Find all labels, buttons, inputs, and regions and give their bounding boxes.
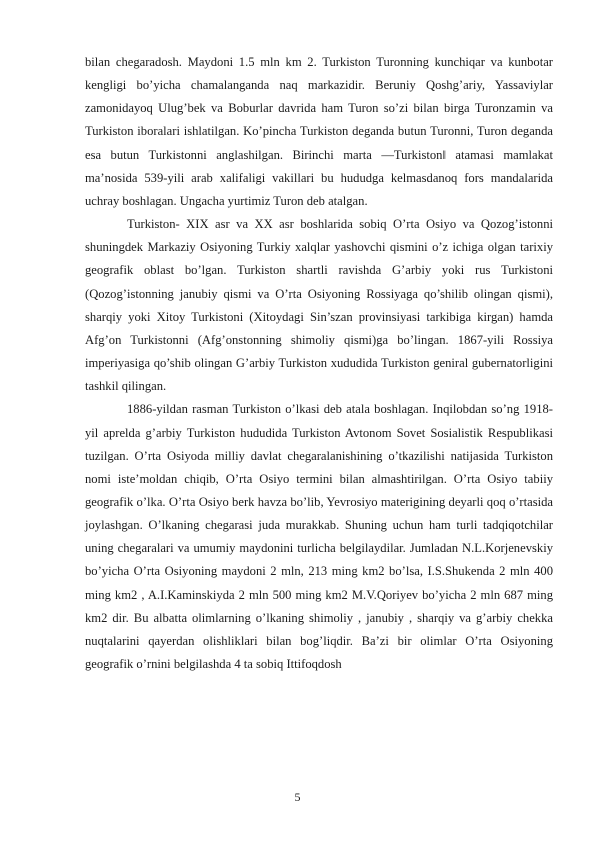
paragraph-1: bilan chegaradosh. Maydoni 1.5 mln km 2. Turkiston Turonning kunchiqar va kunbotar kengligi bo’yicha chamalanganda naq markazidir. Beruniy Qoshg’ariy, Yassaviylar zamonidayoq Ulug’bek va Boburlar davrida ham Turon so’zi bilan birga Turonzamin va Turkiston iboralari ishlatilgan. Ko’pincha Turkiston deganda butun Turonni, Turon deganda esa butun Turkistonni anglashilgan. Birinchi marta ―Turkiston‖ atamasi mamlakat ma’nosida 539-yili arab xalifaligi vakillari bu hududga kelmasdanoq fors mandalarida uchray boshlagan. Ungacha yurtimiz Turon deb atalgan.: [85, 55, 553, 208]
paragraph-2: Turkiston- XIX asr va XX asr boshlarida sobiq O’rta Osiyo va Qozog’istonni shuningdek Markaziy Osiyoning Turkiy xalqlar yashovchi qismini o’z ichiga olgan tarixiy geografik oblast bo’lgan. Turkiston shartli ravishda G’arbiy yoki rus Turkistoni (Qozog’istonning janubiy qismi va O’rta Osiyoning Rossiyaga qo’shilib olingan qismi), sharqiy yoki Xitoy Turkistoni (Xitoydagi Sin’szan provinsiyasi tarkibiga kirgan) hamda Afg’on Turkistonni (Afg’onstonning shimoliy qismi)ga bo’lingan. 1867-yili Rossiya imperiyasiga qo’shib olingan G’arbiy Turkiston xududida Turkiston geniral gubernatorligini tashkil qilingan.: [85, 217, 553, 394]
page-number: 5: [294, 790, 301, 804]
body-text: [85, 51, 553, 676]
paragraph-3: 1886-yildan rasman Turkiston o’lkasi deb atala boshlagan. Inqilobdan so’ng 1918-yil aprelda g’arbiy Turkiston hududida Turkiston Avtonom Sovet Sosialistik Respublikasi tuzilgan. O’rta Osiyoda milliy davlat chegaralanishining o’tkazilishi natijasida Turkiston nomi iste’moldan chiqib, O’rta Osiyo termini bilan almashtirilgan. O’rta Osiyo tabiiy geografik o’lka. O’rta Osiyo berk havza bo’lib, Yevrosiyo materigining deyarli qoq o’rtasida joylashgan. O’lkaning chegarasi juda murakkab. Shuning uchun ham turli tadqiqotchilar uning chegaralari va umumiy maydonini turlicha belgilaydilar. Jumladan N.L.Korjenevskiy bo’yicha O’rta Osiyoning maydoni 2 mln, 213 ming km2 bo’lsa, I.S.Shukenda 2 mln 400 ming km2 , A.I.Kaminskiyda 2 mln 500 ming km2 M.V.Qoriyev bo’yicha 2 mln 687 ming km2 dir. Bu albatta olimlarning o’lkaning shimoliy , janubiy , sharqiy va g’arbiy chekka nuqtalarini qayerdan olishliklari bilan bog’liqdir. Ba’zi bir olimlar O’rta Osiyoning geografik o’rnini belgilashda 4 ta sobiq Ittifoqdosh: [85, 402, 553, 672]
